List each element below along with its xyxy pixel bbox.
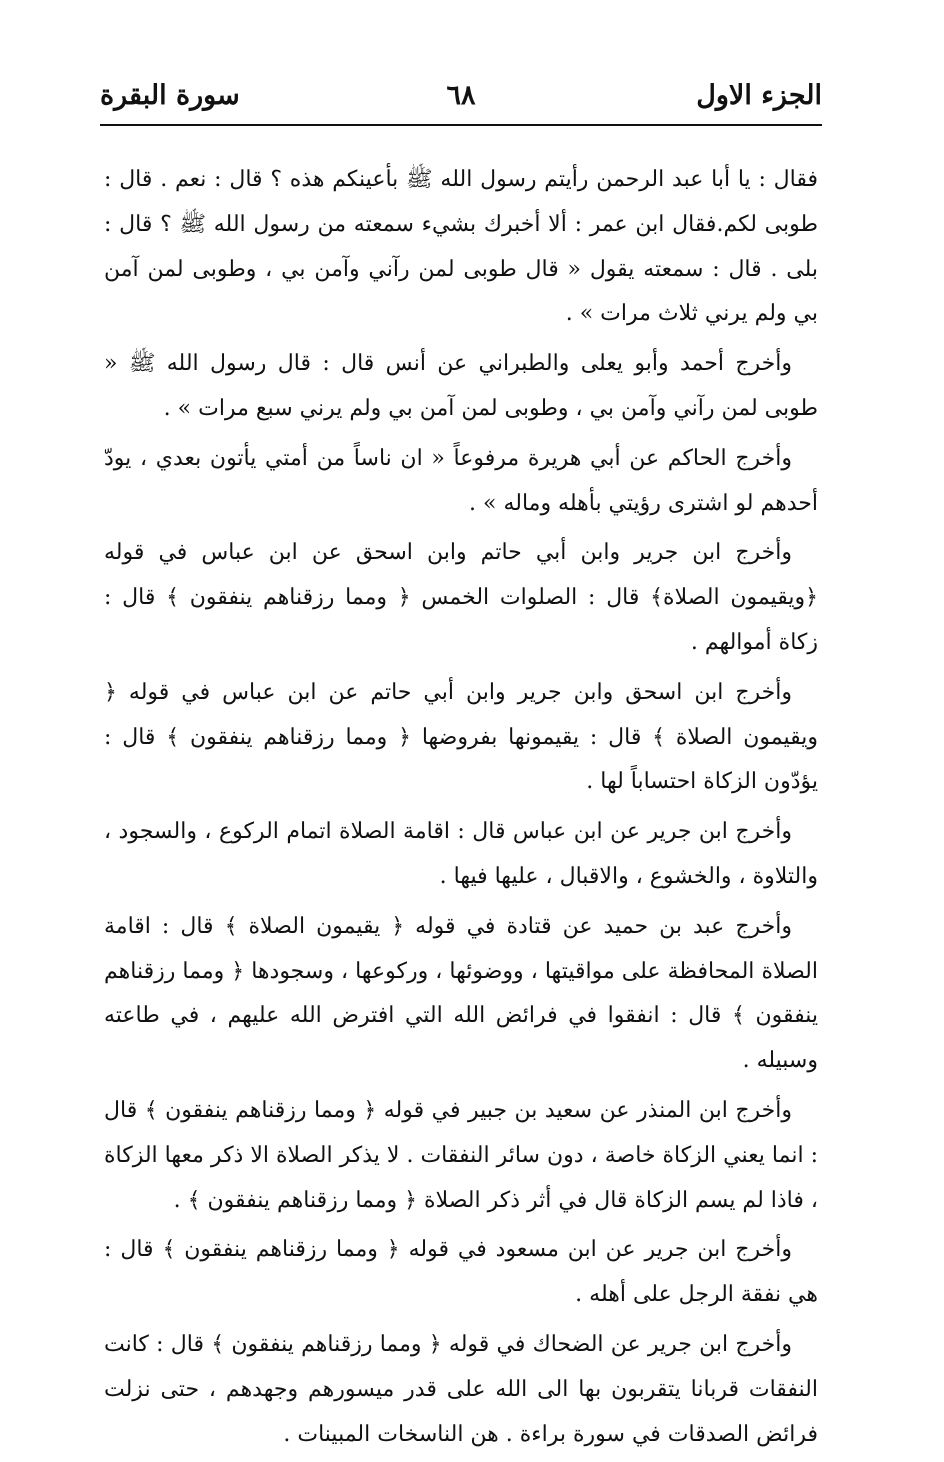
part-title: الجزء الاول — [696, 80, 822, 111]
paragraph: وأخرج الحاكم عن أبي هريرة مرفوعاً « ان ناساً من أمتي يأتون بعدي ، يودّ أحدهم لو اشترى رؤيتي بأهله وماله » . — [104, 445, 818, 516]
surah-title: سورة البقرة — [100, 80, 240, 111]
paragraph: وأخرج أحمد وأبو يعلى والطبراني عن أنس قال : قال رسول الله ﷺ « طوبى لمن رآني وآمن بي ، وطوبى لمن آمن بي ولم يرني سبع مرات » . — [104, 351, 818, 421]
paragraph: وأخرج ابن جرير عن الضحاك في قوله ﴿ ومما رزقناهم ينفقون ﴾ قال : كانت النفقات قربانا يتقربون بها الى الله على قدر ميسورهم وجهدهم ، حتى نزلت فرائض الصدقات في سورة براءة . هن الناسخات المبينات . — [104, 1331, 818, 1447]
page-number: ٦٨ — [446, 80, 476, 111]
paragraph: وأخرج عبد بن حميد عن قتادة في قوله ﴿ يقيمون الصلاة ﴾ قال : اقامة الصلاة المحافظة على مواقيتها ، ووضوئها ، وركوعها ، وسجودها ﴿ ومما رزقناهم ينفقون ﴾ قال : انفقوا في فرائض الله التي افترض الله عليهم ، في طاعته وسبيله . — [104, 913, 818, 1074]
page-header — [100, 70, 822, 130]
paragraph: وأخرج ابن جرير عن ابن مسعود في قوله ﴿ ومما رزقناهم ينفقون ﴾ قال : هي نفقة الرجل على أهله . — [104, 1237, 818, 1308]
paragraph: وأخرج ابن جرير عن ابن عباس قال : اقامة الصلاة اتمام الركوع ، والسجود ، والتلاوة ، والخشوع ، والاقبال ، عليها فيها . — [104, 819, 818, 889]
header-rule — [100, 124, 822, 126]
page-body — [104, 158, 818, 1462]
paragraph: وأخرج ابن اسحق وابن جرير وابن أبي حاتم عن ابن عباس في قوله ﴿ ويقيمون الصلاة ﴾ قال : يقيمونها بفروضها ﴿ ومما رزقناهم ينفقون ﴾ قال : يؤدّون الزكاة احتساباً لها . — [104, 679, 818, 795]
paragraph: وأخرج ابن المنذر عن سعيد بن جبير في قوله ﴿ ومما رزقناهم ينفقون ﴾ قال : انما يعني الزكاة خاصة ، دون سائر النفقات . لا يذكر الصلاة الا ذكر معها الزكاة ، فاذا لم يسم الزكاة قال في أثر ذكر الصلاة ﴿ ومما رزقناهم ينفقون ﴾ . — [104, 1097, 818, 1213]
paragraph: فقال : يا أبا عبد الرحمن رأيتم رسول الله ﷺ بأعينكم هذه ؟ قال : نعم . قال : طوبى لكم.فقال ابن عمر : ألا أخبرك بشيء سمعته من رسول الله ﷺ ؟ قال : بلى . قال : سمعته يقول « قال طوبى لمن رآني وآمن بي ، وطوبى لمن آمن بي ولم يرني ثلاث مرات » . — [104, 167, 818, 327]
paragraph: وأخرج ابن جرير وابن أبي حاتم وابن اسحق عن ابن عباس في قوله ﴿ويقيمون الصلاة﴾ قال : الصلوات الخمس ﴿ ومما رزقناهم ينفقون ﴾ قال : زكاة أموالهم . — [104, 540, 818, 655]
